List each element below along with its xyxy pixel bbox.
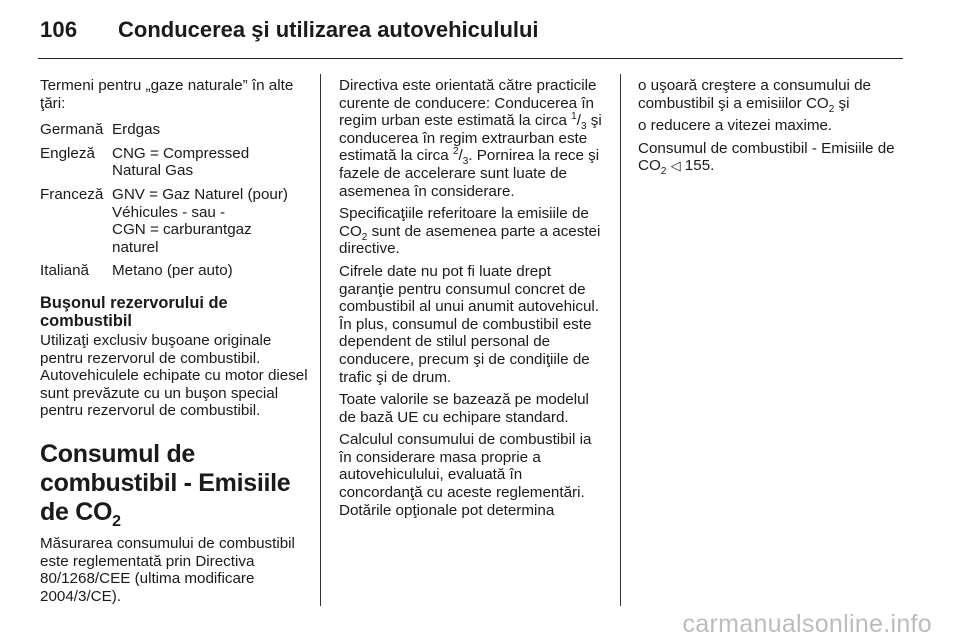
section-heading: Consumul de combustibil - Emisiile de $CO_2$ [40, 439, 291, 530]
language-row [40, 145, 310, 180]
calculation-paragraph: Calculul consumului de combustibil ia în considerare masa proprie a autovehiculului, evaluată în concordanţă cu aceste reglementări. Dotările opţionale pot determina [339, 431, 592, 519]
language-name: Engleză [40, 144, 95, 162]
column-divider [620, 74, 621, 606]
values-paragraph: Toate valorile se bazează pe modelul de bază UE cu echipare standard. [339, 391, 589, 426]
language-term: Metano (per auto) [112, 262, 233, 280]
right-column [638, 77, 908, 180]
language-term: naturel [112, 238, 159, 256]
language-row [40, 186, 310, 256]
consumption-intro: Măsurarea consumului de combustibil este reglementată prin Directiva 80/1268/CEE (ultima modificare 2004/3/CE). [40, 534, 295, 605]
language-term: Erdgas [112, 121, 161, 139]
page-number: 106 [40, 17, 78, 42]
page-reference-arrow-icon: ◁ [670, 158, 681, 174]
language-term: GNV = Gaz Naturel (pour) [112, 185, 288, 203]
watermark: carmanualsonline.info [682, 610, 932, 638]
language-term: CNG = Compressed [112, 144, 250, 162]
emissions-paragraph: Specificaţiile referitoare la emisiile de $CO_2$ sunt de asemenea parte a acestei directive. [339, 205, 601, 258]
cross-reference[interactable]: Consumul de combustibil - Emisiile de $CO_2$ ◁ 155. [638, 139, 895, 178]
speed-paragraph: o reducere a vitezei maxime. [638, 117, 833, 135]
middle-column [339, 77, 605, 524]
natural-gas-intro: Termeni pentru „gaze naturale” în alte ţări: [40, 77, 294, 112]
fuel-cap-heading: Buşonul rezervorului de combustibil [40, 293, 228, 330]
language-table [40, 121, 310, 280]
language-row [40, 262, 310, 280]
language-term: Natural Gas [112, 162, 194, 180]
language-term: CGN = carburantgaz [112, 221, 252, 239]
language-name: Italiană [40, 262, 89, 280]
column-divider [320, 74, 321, 606]
increase-paragraph: o uşoară creştere a consumului de combustibil şi a emisiilor $CO_2$ şi [638, 77, 872, 115]
left-column [40, 77, 310, 610]
guarantee-paragraph: Cifrele date nu pot fi luate drept garanţie pentru consumul concret de combustibil al unui anumit autovehicul. În plus, consumul de combustibil este dependent de stilul personal de conducere, precum şi de condiţiile de trafic şi de drum. [339, 262, 600, 386]
header-divider [38, 58, 903, 59]
page-title: Conducerea şi utilizarea autovehiculului [118, 17, 539, 42]
language-name: Germană [40, 121, 104, 139]
language-name: Franceză [40, 185, 104, 203]
fuel-cap-text: Utilizaţi exclusiv buşoane originale pentru rezervorul de combustibil. Autovehiculele echipate cu motor diesel sunt prevăzute cu un buşon special pentru rezervorul de combustibil. [40, 331, 308, 420]
directive-paragraph: Directiva este orientată către practicile curente de conducere: Conducerea în regim urban este estimată la circa $^1/_3$ şi conducerea în regim extraurban este estimată la circa $^2/_3$. Pornirea la rece şi fazele de accelerare sunt luate de asemenea în considerare. [339, 77, 602, 200]
language-row [40, 121, 310, 139]
language-term: Véhicules - sau - [112, 203, 226, 221]
